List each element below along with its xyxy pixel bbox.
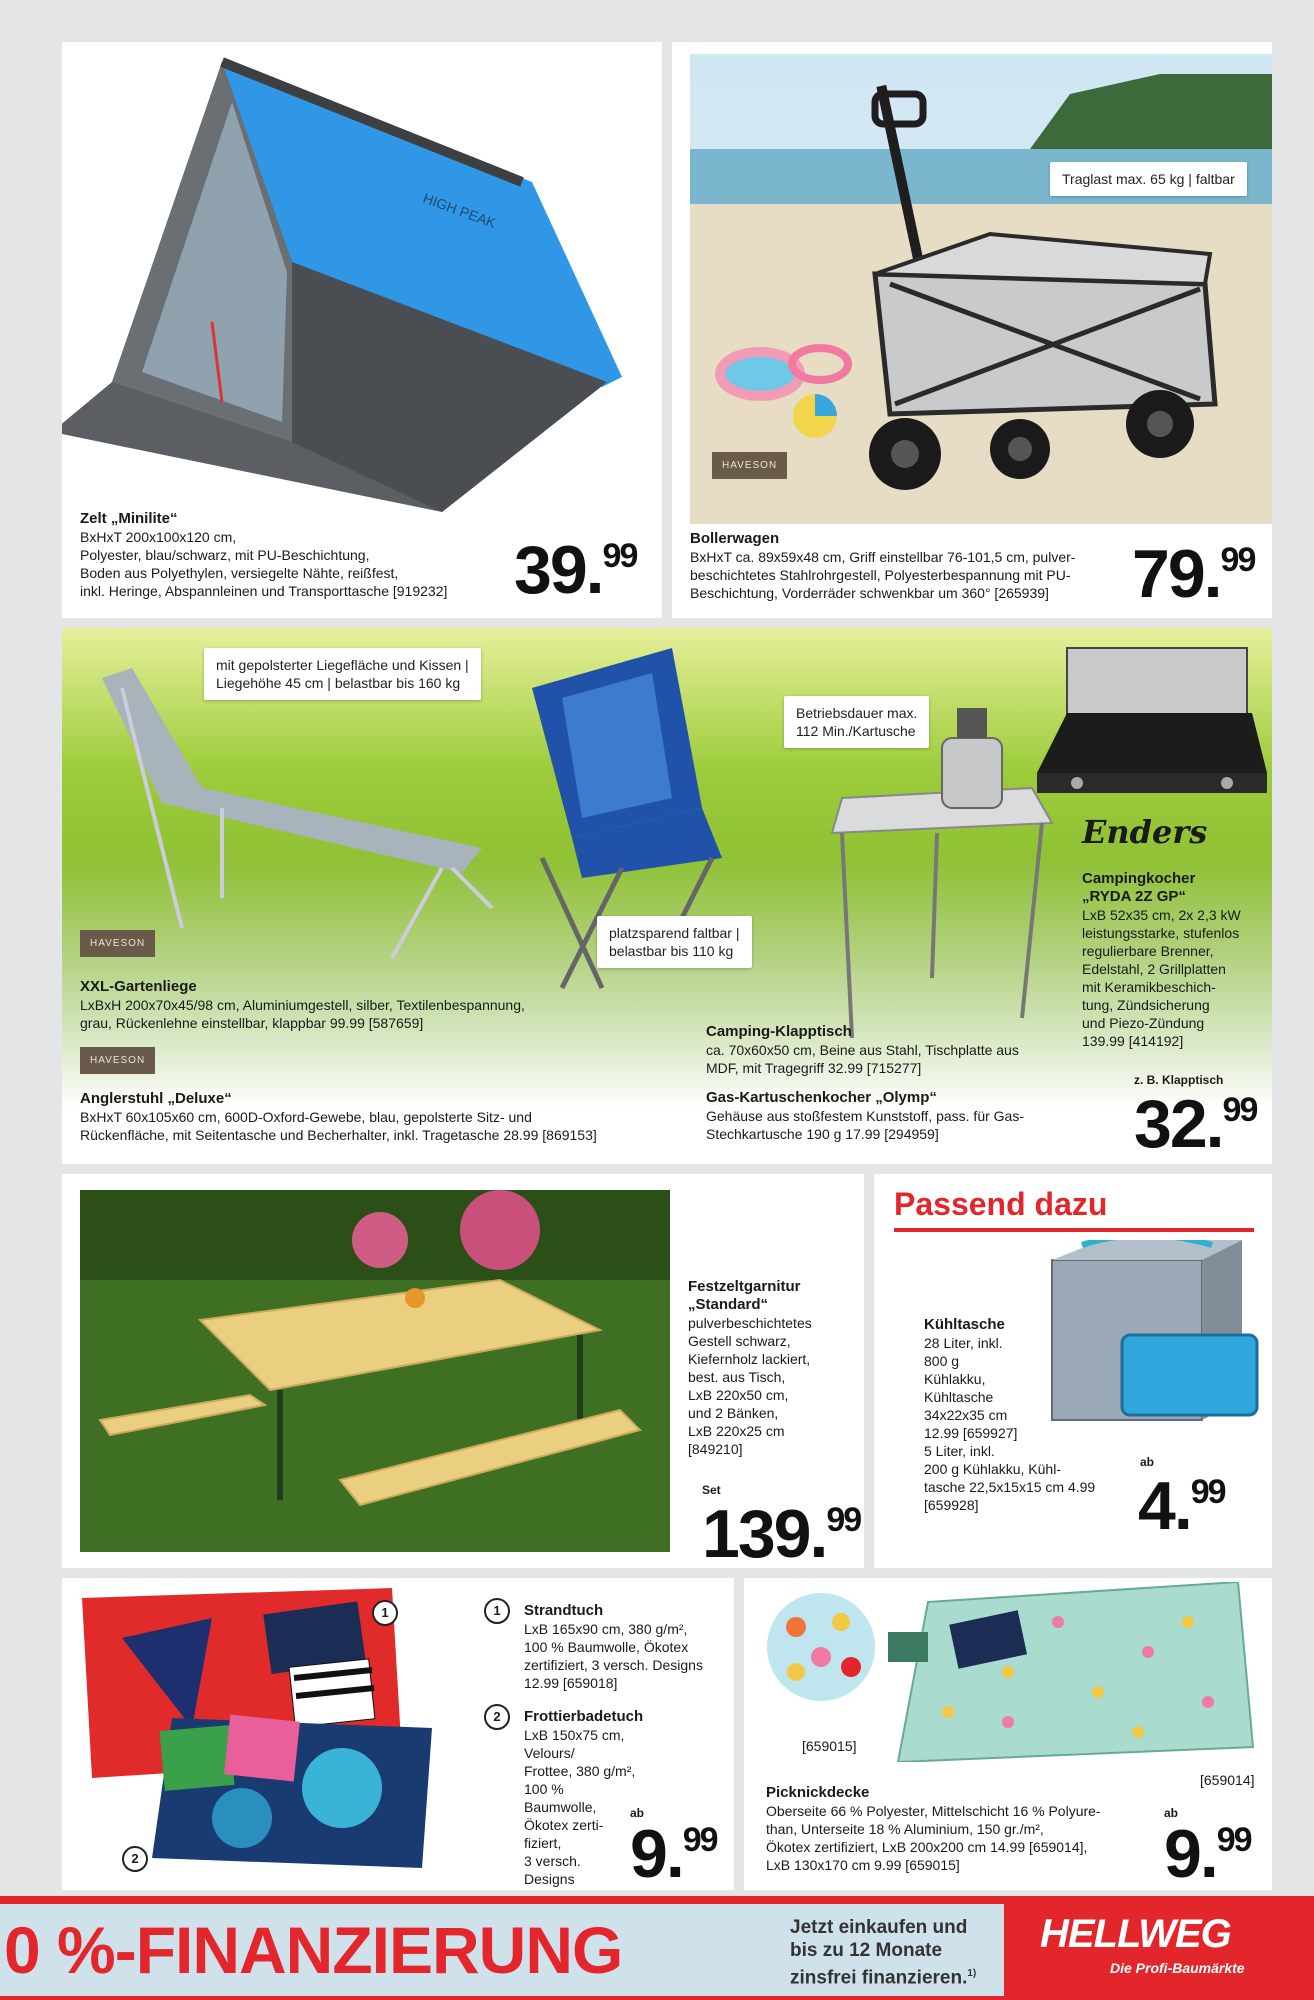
festzelt-desc: pulverbeschichtetes Gestell schwarz, Kiefernholz lackiert, best. aus Tisch, LxB 220x50 cm, und 2 Bänken, LxB 220x25 cm [849210] xyxy=(688,1315,812,1457)
festzelt-price xyxy=(702,1496,861,1568)
picnic-price xyxy=(1164,1816,1251,1890)
tent-desc: BxHxT 200x100x120 cm, Polyester, blau/schwarz, mit PU-Beschichtung, Boden aus Polyethylen, versiegelte Nähte, reißfest, inkl. Heringe, Abspannleinen und Transporttasche [919232] xyxy=(80,529,448,599)
wagon-haveson-badge: HAVESON xyxy=(712,452,787,479)
towel1-title: Strandtuch xyxy=(524,1602,604,1619)
picnic-main-code: [659014] xyxy=(1200,1772,1255,1788)
picnic-price-prefix: ab xyxy=(1164,1806,1179,1820)
tent-price-cents: 99 xyxy=(602,537,637,575)
chair-haveson-badge: HAVESON xyxy=(80,1047,155,1074)
towel-list-num-1: 1 xyxy=(484,1598,510,1624)
towel-list-num-2: 2 xyxy=(484,1704,510,1730)
picnic-blanket-image xyxy=(888,1582,1258,1762)
passend-price-cents: 99 xyxy=(1190,1473,1225,1511)
picnic-panel xyxy=(744,1578,1272,1890)
tent-price-main: 39. xyxy=(514,532,603,608)
passend-heading-underline xyxy=(894,1228,1254,1232)
wagon-price xyxy=(1132,536,1255,612)
cooler-title: Kühltasche xyxy=(924,1316,1005,1333)
lounger-title: XXL-Gartenliege xyxy=(80,978,197,995)
festzelt-image xyxy=(80,1190,670,1552)
festzelt-panel xyxy=(62,1174,864,1568)
wagon-title: Bollerwagen xyxy=(690,530,780,547)
passend-panel xyxy=(874,1174,1272,1568)
financing-sub xyxy=(790,1916,976,1989)
cooker-title: Campingkocher „RYDA 2Z GP“ xyxy=(1082,870,1196,905)
footer-banner xyxy=(0,1896,1314,2000)
towel2-desc: LxB 150x75 cm, Velours/ Frottee, 380 g/m², 100 % Baumwolle, Ökotex zerti- fiziert, 3 versch. Designs xyxy=(524,1727,636,1887)
picnic-detail-code: [659015] xyxy=(802,1738,857,1754)
wagon-price-main: 79. xyxy=(1132,536,1221,612)
hellweg-logo: HELLWEG xyxy=(1040,1912,1231,1956)
camping-price xyxy=(1134,1086,1257,1162)
lounger-desc: LxBxH 200x70x45/98 cm, Aluminiumgestell, silber, Textilenbespannung, grau, Rückenlehne einstellbar, klappbar 99.99 [587659] xyxy=(80,997,525,1031)
picnic-title: Picknickdecke xyxy=(766,1784,870,1801)
tent-price xyxy=(514,532,637,608)
passend-price-main: 4. xyxy=(1138,1468,1191,1544)
picnic-price-cents: 99 xyxy=(1216,1821,1251,1859)
financing-headline: 0 %-FINANZIERUNG xyxy=(4,1913,623,1987)
tent-panel xyxy=(62,42,662,618)
table-title: Camping-Klapptisch xyxy=(706,1023,852,1040)
lounger-bubble: mit gepolsterter Liegefläche und Kissen | Liegehöhe 45 cm | belastbar bis 160 kg xyxy=(204,648,481,700)
picnic-detail-image xyxy=(766,1592,876,1702)
tent-title: Zelt „Minilite“ xyxy=(80,510,178,527)
festzelt-price-cents: 99 xyxy=(826,1501,861,1539)
tent-brand-print: HIGH PEAK xyxy=(420,189,499,231)
passend-heading: Passend dazu xyxy=(894,1186,1108,1222)
gas-title: Gas-Kartuschenkocher „Olymp“ xyxy=(706,1089,937,1106)
picnic-price-main: 9. xyxy=(1164,1816,1217,1890)
chair-desc: BxHxT 60x105x60 cm, 600D-Oxford-Gewebe, blau, gepolsterte Sitz- und Rückenfläche, mit Seitentasche und Becherhalter, inkl. Tragetasche 28.99 [869153] xyxy=(80,1109,597,1143)
towels-price-prefix: ab xyxy=(630,1806,645,1820)
enders-logo: Enders xyxy=(1082,813,1208,851)
lounger-haveson-badge: HAVESON xyxy=(80,930,155,957)
stove-bubble: Betriebsdauer max. 112 Min./Kartusche xyxy=(784,696,929,748)
towels-price-main: 9. xyxy=(630,1816,683,1890)
camping-price-prefix: z. B. Klapptisch xyxy=(1134,1073,1224,1087)
wagon-desc: BxHxT ca. 89x59x48 cm, Griff einstellbar 76-101,5 cm, pulver- beschichtetes Stahlrohrgestell, Polyesterbespannung mit PU- Beschichtung, Vorderräder schwenkbar um 360° [265939] xyxy=(690,549,1076,601)
wagon-panel xyxy=(672,42,1272,618)
financing-sub-text: Jetzt einkaufen und bis zu 12 Monate zinsfrei finanzieren. xyxy=(790,1917,968,1989)
towel-marker-2: 2 xyxy=(122,1846,148,1872)
towel2-title: Frottierbadetuch xyxy=(524,1708,644,1725)
passend-price-prefix: ab xyxy=(1140,1455,1155,1469)
wagon-bubble: Traglast max. 65 kg | faltbar xyxy=(1050,162,1247,196)
festzelt-title: Festzeltgarnitur „Standard“ xyxy=(688,1278,801,1313)
festzelt-price-prefix: Set xyxy=(702,1483,721,1497)
camping-price-main: 32. xyxy=(1134,1086,1223,1162)
camping-price-cents: 99 xyxy=(1222,1091,1257,1129)
chair-bubble: platzsparend faltbar | belastbar bis 110 kg xyxy=(597,916,752,968)
towels-price xyxy=(630,1816,717,1890)
financing-footnote: 1) xyxy=(967,1968,977,1979)
chair-title: Anglerstuhl „Deluxe“ xyxy=(80,1090,232,1107)
towel1-desc: LxB 165x90 cm, 380 g/m², 100 % Baumwolle, Ökotex zertifiziert, 3 versch. Designs 12.99 [659018] xyxy=(524,1621,703,1691)
towel-marker-1: 1 xyxy=(372,1600,398,1626)
passend-price xyxy=(1138,1468,1225,1544)
towels-panel xyxy=(62,1578,734,1890)
financing-box xyxy=(0,1904,1004,1996)
festzelt-price-main: 139. xyxy=(702,1496,827,1568)
cooker-desc: LxB 52x35 cm, 2x 2,3 kW leistungsstarke, stufenlos regulierbare Brenner, Edelstahl, 2 Grillplatten mit Keramikbeschich- tung, Zündsicherung und Piezo-Zündung 139.99 [414192] xyxy=(1082,907,1241,1049)
wagon-price-cents: 99 xyxy=(1220,541,1255,579)
picnic-desc: Oberseite 66 % Polyester, Mittelschicht 16 % Polyure- than, Unterseite 18 % Aluminium, 150 gr./m², Ökotex zertifiziert, LxB 200x200 cm 14.99 [659014], LxB 130x170 cm 9.99 [659015] xyxy=(766,1803,1101,1873)
hellweg-slogan: Die Profi-Baumärkte xyxy=(1110,1960,1245,1976)
table-desc: ca. 70x60x50 cm, Beine aus Stahl, Tischplatte aus MDF, mit Tragegriff 32.99 [715277] xyxy=(706,1042,1019,1076)
gas-desc: Gehäuse aus stoßfestem Kunststoff, pass. für Gas- Stechkartusche 190 g 17.99 [294959] xyxy=(706,1108,1025,1142)
cooler-desc: 28 Liter, inkl. 800 g Kühlakku, Kühltasche 34x22x35 cm 12.99 [659927] 5 Liter, inkl. 200 g Kühlakku, Kühl- tasche 22,5x15x15 cm 4.99 [659928] xyxy=(924,1335,1096,1513)
camping-panel xyxy=(62,628,1272,1164)
tent-image xyxy=(62,42,662,522)
towels-price-cents: 99 xyxy=(682,1821,717,1859)
